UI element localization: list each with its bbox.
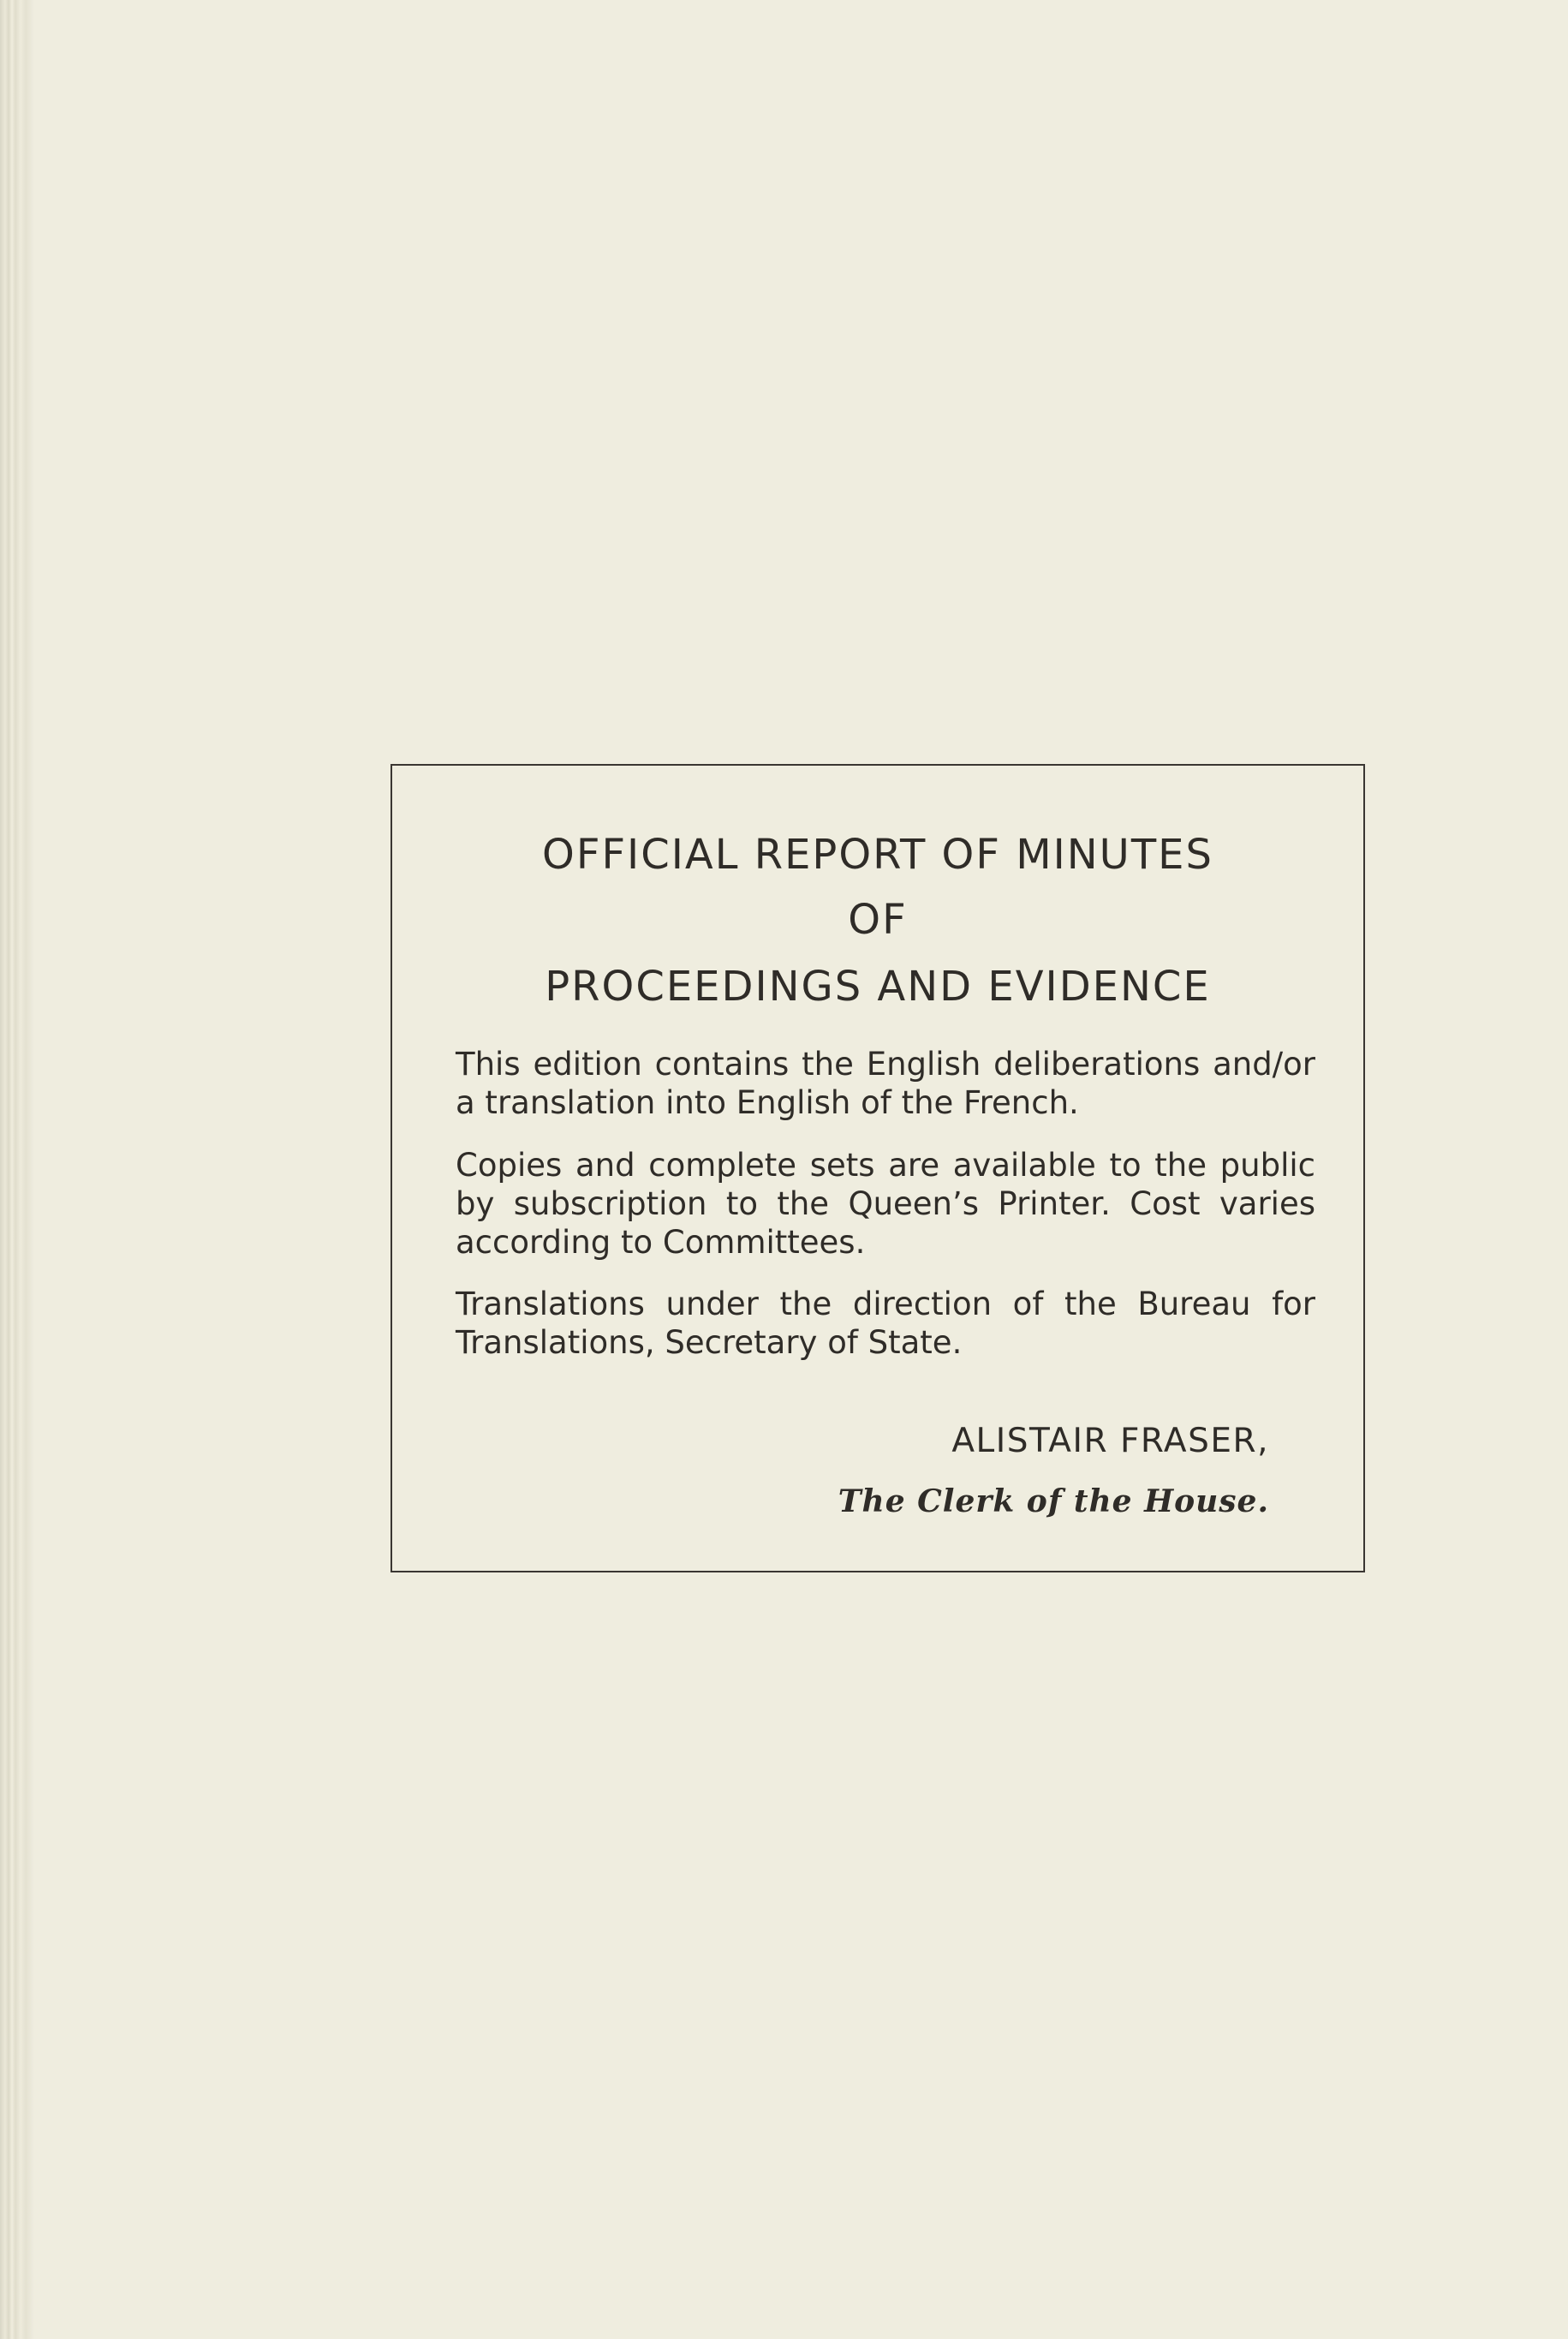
notice-heading-line1: OFFICIAL REPORT OF MINUTES bbox=[542, 831, 1213, 879]
notice-box bbox=[391, 764, 1365, 1572]
page-edge bbox=[0, 0, 34, 2339]
subscription-paragraph: Copies and complete sets are available to the public by subscription to the Queen’s Printer. Cost varies according to Committees. bbox=[456, 1147, 1315, 1261]
notice-heading-line2: OF bbox=[848, 896, 908, 944]
translation-paragraph: Translations under the direction of the Bureau for Translations, Secretary of State. bbox=[456, 1286, 1315, 1361]
signatory-title: The Clerk of the House. bbox=[838, 1483, 1269, 1519]
edition-paragraph: This edition contains the English deliberations and/or a translation into English of the French. bbox=[456, 1046, 1315, 1121]
notice-heading-line3: PROCEEDINGS AND EVIDENCE bbox=[545, 963, 1211, 1011]
signatory-name: ALISTAIR FRASER, bbox=[951, 1422, 1269, 1460]
